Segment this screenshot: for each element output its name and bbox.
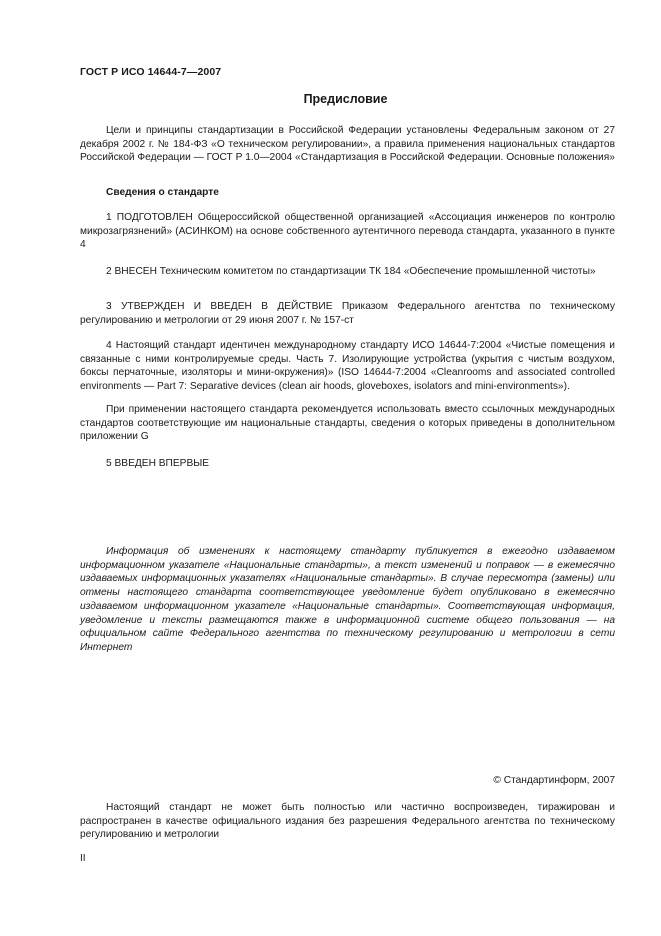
- section-heading: Сведения о стандарте: [106, 187, 219, 198]
- item-3: 3 УТВЕРЖДЕН И ВВЕДЕН В ДЕЙСТВИЕ Приказом Федерального агентства по техническому регулированию и метрологии от 29 июня 2007 г. № 157-ст: [80, 301, 615, 326]
- item-2: 2 ВНЕСЕН Техническим комитетом по стандартизации ТК 184 «Обеспечение промышленной чистоты»: [106, 266, 596, 277]
- item-4: 4 Настоящий стандарт идентичен международному стандарту ИСО 14644-7:2004 «Чистые помещения и связанные с ними контролируемые среды. Часть 7. Изолирующие устройства (укрытия с чистым воздухом, боксы перчаточные, изоляторы и мини-окружения)» (ISO 14644-7:2004 «Cleanrooms and associated controlled environments — Part 7: Separative devices (clean air hoods, gloveboxes, isolators and mini-environments»).: [80, 340, 615, 393]
- notice-paragraph: Информация об изменениях к настоящему стандарту публикуется в ежегодно издаваемом информационном указателе «Национальные стандарты», а текст изменений и поправок — в ежемесячно издаваемых информационных указателях «Национальные стандарты». В случае пересмотра (замены) или отмены настоящего стандарта соответствующее уведомление будет опубликовано в ежемесячно издаваемом информационном указателе «Национальные стандарты». Соответствующая информация, уведомление и тексты размещаются также в информационной системе общего пользования — на официальном сайте Федерального агентства по техническому регулированию и метрологии в сети Интернет: [80, 546, 615, 653]
- item-4-note: При применении настоящего стандарта рекомендуется использовать вместо ссылочных международных стандартов соответствующие им национальные стандарты, сведения о которых приведены в дополнительном приложении G: [80, 404, 615, 443]
- copyright: © Стандартинформ, 2007: [493, 775, 615, 786]
- item-1: 1 ПОДГОТОВЛЕН Общероссийской общественной организацией «Ассоциация инженеров по контролю микрозагрязнений» (АСИНКОМ) на основе собственного аутентичного перевода стандарта, указанного в пункте 4: [80, 212, 615, 251]
- page-title: Предисловие: [303, 92, 388, 106]
- document-header: ГОСТ Р ИСО 14644-7—2007: [80, 66, 222, 78]
- intro-paragraph: Цели и принципы стандартизации в Российской Федерации установлены Федеральным законом от 27 декабря 2002 г. № 184-ФЗ «О техническом регулировании», а правила применения национальных стандартов Российской Федерации — ГОСТ Р 1.0—2004 «Стандартизация в Российской Федерации. Основные положения»: [80, 125, 615, 164]
- page-number: II: [80, 853, 86, 864]
- reproduction-notice: Настоящий стандарт не может быть полностью или частично воспроизведен, тиражирован и распространен в качестве официального издания без разрешения Федерального агентства по техническому регулированию и метрологии: [80, 802, 615, 841]
- item-5: 5 ВВЕДЕН ВПЕРВЫЕ: [106, 458, 210, 469]
